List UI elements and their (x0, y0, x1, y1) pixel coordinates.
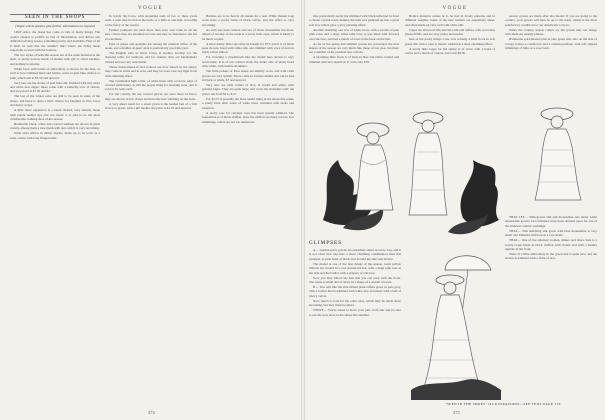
fashion-illustration-top (313, 100, 503, 240)
paragraph: Handsome black, white and colored veilings are shown in great variety, among them a new mesh with dots which is very becoming. (10, 122, 100, 131)
paragraph: The English idea in silver boxes is another novelty, for the dressing table, for bonbons, and for stamps; they are handsomely chased and are very reasonable. (105, 51, 197, 64)
running-head-left: VOGUE (138, 6, 163, 11)
paragraph: Fans of gauze and spangles are among the prettiest trifles of the week, and a mother-of-pearl stick is particularly good this year. (105, 41, 197, 51)
paragraph: Bodice material comes in to be had in lovely patterns and in different weights. Some of the new batistes are exquisitely sheer, and often made up very well with white silk. (405, 14, 495, 27)
left-column-3 (202, 14, 294, 408)
paragraph: The two styles of belts this season are of the same material as the shirt, or pretty narrow bands of leather with gilt or silver buckles, and nothing is smarter. (10, 52, 100, 66)
paragraph: Wide satin ribbon in dainty shades, made up to be worn as a sash, comes with long fringed ends. (10, 131, 100, 140)
left-page (0, 0, 301, 420)
paragraph: For $2.75 is possibly the most useful thing in the shops this week, a pretty little shirt waist of white lawn, trimmed with tucks and insertion. (202, 96, 294, 110)
paragraph: THAT LET— Slim-gowns silk and mousseline sets under white mousseline gowns, lace trimmed, have been decided upon for one of the smartest country weddings. (505, 215, 597, 228)
paragraph: Capes are shown in silk and shot silk and taffeta, with accordion pleated frills, and are very pretty and useful. (405, 27, 495, 37)
glimpses-column-1 (309, 248, 401, 408)
paragraph: A pretty little toque for the spring is of straw with a band of velvet and a bunch of violets, and costs $8.50. (405, 46, 495, 56)
paragraph: Buckles are to be had in all shades for a suit. White flannel long coats have a pretty band of black velvet, and the effect is very becoming. (202, 14, 294, 27)
paragraph: For traveling a mackintosh like the model here shown is very serviceable. It is of tan colored cloth, the under side of plaid, lined with white, with double shoulders. (202, 55, 294, 69)
glimpses-column-3 (505, 215, 597, 399)
glimpses-heading: GLIMPSES (309, 240, 343, 246)
section-subhead: (Vogue will be glad to give further information on request) (15, 24, 95, 29)
paragraph: When the country season comes on, the gowns that one brings with them are usually plainer. (505, 27, 597, 37)
paragraph: A little more expensive is a black Oxford, very smartly made with patent leather tips and low heels; it is said to be the most comfortable walking shoe of the season. (10, 108, 100, 121)
paragraph: A pretty case for carriage wear has been greatly admired. The foundation is of black chiffon. Over the chiffon are many narrow lace trimmings, which are not too numerous. (202, 110, 294, 124)
paragraph: In lovely big bows, with streaming ends of two or three yards each, a sash may be tied at the back, or a little to one side, according to the fancy of the wearer. (105, 14, 197, 27)
paragraph: LIKE Alice, the tissue has come to talk of many things. The week's chapter is prolific in bits of information, and almost any difficult trail may lead to something pretty and desirable. First of all it must be said that the summer shirt waists are being made especially to wear with the bodices. (10, 30, 100, 52)
fashion-illustration-right (515, 100, 600, 210)
paragraph: THAT— This matching silk gown with blue mousseline is very smart and trimmed with lace in a rare shade. (505, 228, 597, 238)
paragraph: Now, here's to look for the other ones, which may be much more becoming, but they must be smart. (309, 298, 401, 308)
paragraph: THAT— One of the smartest women, dinner and dance hats is a lovely toque made in black chiffon with violets and with a feather aigrette in the front. (505, 238, 597, 252)
paragraph: Very new are wide collars of lace, in cream and white, with pointed edges. They are quite large, and cover the shoulders well; the prices run from $4 to $12. (202, 83, 294, 96)
right-column-a (309, 14, 399, 104)
paragraph: The little jackets of Eton shape are smartly worn, and with cloth gowns are very stylish. These come in various shades and can be had in black or white, $7 and upward. (202, 69, 294, 83)
paragraph: Feather pompons are used more than ever, and come in all the new colors; they are mounted on wire and may be fastened to the hat in a moment. (105, 27, 197, 41)
illustration-caption: "SEEN IN THE SHOPS" ILLUSTRATIONS—SEE TEXT PAGE 374 (445, 402, 561, 406)
paragraph: B— You will like the fine ribbed plain taffeta gown in pale gray, with a bodice that is trimmed with white lace and made with a belt of cherry velvet. (309, 285, 401, 298)
paragraph: White lawn with bands of embroidery is shown for the heat, as well as lace-trimmed linen and batiste, some in pale blue, mauve or pink, which sell at $3.50 and upward. (10, 66, 100, 80)
paragraph: The continental high collar, of white linen with a narrow edge of colored embroidery, is still the proper thing for morning wear, and is sold at 25 cents each. (105, 78, 197, 92)
running-head-right: VOGUE (442, 6, 468, 11)
page-number-right: 375 (453, 410, 460, 415)
paragraph: As far as the spring and summer gowns are concerned, the new shapes of the season are very much like those of last year, but there are a number of the prettiest new cottons. (309, 41, 399, 55)
paragraph: One particularly pretty hat trimmed with black tulle had in front a cluster of pink roses; behind, the tulle was gathered up into a great soft bow which gave a very pleasing effect. (309, 14, 399, 27)
paragraph: Another charming one was of white straw, with a wreath of pale pink roses and a large white tulle bow; it was tilted well forward over the face, and had a bunch of roses at the back on the hair. (309, 27, 399, 41)
paragraph: The last of the winter sales are still to be seen in some of the shops, and there is quite a little chance for bargains in furs, laces and heavy wraps. (10, 94, 100, 108)
paragraph: Now you may follow the hats that you can wear with the frock. The toque is small and of straw in a shape of a wreath of roses. (309, 275, 401, 285)
right-column-b (405, 14, 495, 104)
paragraph: A very smart touch for a street gown is the leather belt of a rich brown or green, with a gilt buckle; the price is $1.25 and upward. (105, 101, 197, 111)
section-banner: SEEN IN THE SHOPS (10, 14, 100, 22)
left-column-1 (10, 14, 100, 408)
right-column-c (505, 14, 597, 114)
left-column-2 (105, 14, 197, 408)
paragraph: One of the pretty things I saw was actually a little frock in soft green silk with a cape to match, which has a most charming effect. (405, 37, 495, 46)
paragraph: WHITE— You're asked to leave your pale cloth suit and be sure to use the new laces in the shops this summer. (309, 308, 401, 317)
page-number-left: 374 (148, 410, 155, 415)
paragraph: Those much-talked-of lace boleros are now shown in the shops; they come in white and in ecru, and may be worn over any light frock with charming effect. (105, 64, 197, 78)
paragraph: A charming little frock is of lawn in blue and white, tucked and trimmed with lace insertion. It costs only $18. (309, 55, 399, 64)
paragraph: There is a little embroidery in the gown that is quite new, and the bodice is trimmed with a fichu of lace. (505, 252, 597, 261)
paragraph: A— Garden-party gowns are extremely smart in every way, and it is not often that one sees a more charming combination than this example. A wide band of black lace around the skirt and bodice. (309, 248, 401, 261)
paragraph: The model is one of the best things of the season. Gold yellow ribbons are wound in a coil around the hat, with a large pink rose at the side and the bodice with a drapery of soft lace. (309, 261, 401, 275)
paragraph: A most dainty little cape may be bought for $75; and it is of black peau de soie, lined with white silk, and trimmed with rows of narrow black velvet ribbon. (202, 41, 294, 55)
paragraph: For the country the tan colored gloves are once more in favor; they are shown in two clasps and have the new stitching on the back. (105, 92, 197, 101)
paragraph: newest gowns are made after that model. If you are going to the country, your gowns will then be up to the mark, which is the most satisfactory condition for our Americans to be in. (505, 14, 597, 27)
paragraph: Very new are the stocks of pale blue silk, finished with tiny tucks and white lace edges; these come with a butterfly bow of ribbon, and are priced at $1.50 and $2. (10, 80, 100, 94)
paragraph: Handsome gold-headed pins in pale green silk, also on the side of a large bodice a cream lace and a camelia perhaps, with soft slipped trimmings of tulle on a rose bush. (505, 37, 597, 51)
fashion-illustration-bottom (405, 240, 505, 405)
paragraph: As each has been written and out of black mousseline the most-talked-of novelty of the week is a pretty little cape, which is likely to be much copied. (202, 27, 294, 41)
right-page (305, 0, 605, 420)
